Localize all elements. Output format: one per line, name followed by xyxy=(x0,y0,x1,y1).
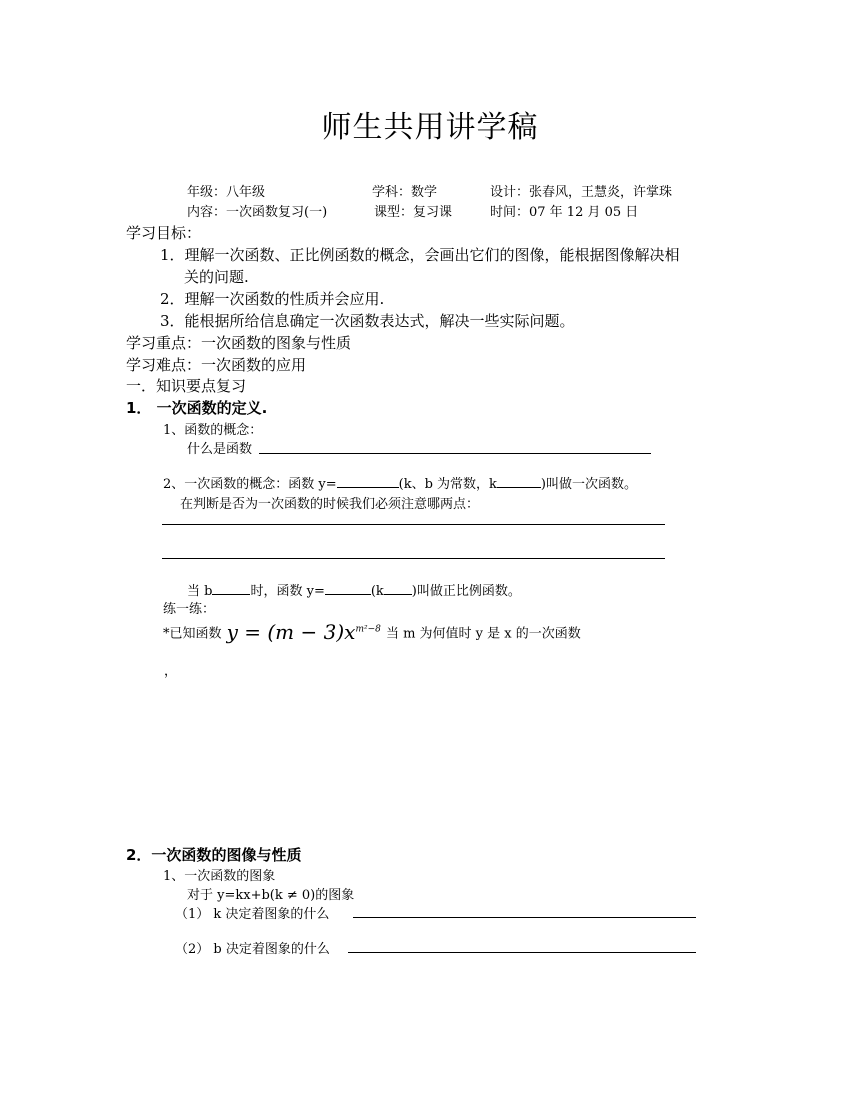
answer-line[interactable] xyxy=(259,453,651,454)
goal-item-1-cont: 关的问题. xyxy=(184,268,249,286)
grade-label: 年级：八年级 xyxy=(187,185,266,200)
answer-line-2[interactable] xyxy=(162,558,665,559)
blank-y2[interactable] xyxy=(325,582,371,595)
goals-heading: 学习目标： xyxy=(126,224,202,242)
exercise-formula: $y = (m - 3)x^{m^2-8}$ xyxy=(226,620,381,644)
for-func: 对于 y=kx+b(k ≠ 0)的图象 xyxy=(187,888,355,903)
linear-concept: 2、一次函数的概念：函数 y= (k、b 为常数，k )叫做一次函数。 xyxy=(163,477,637,492)
difficulty: 学习难点：一次函数的应用 xyxy=(126,356,307,374)
blank-k2[interactable] xyxy=(384,582,412,595)
lesson-type-label: 课型：复习课 xyxy=(374,205,453,220)
blank-b[interactable] xyxy=(212,582,250,595)
what-is-func: 什么是函数 xyxy=(187,442,253,457)
subject-label: 学科：数学 xyxy=(372,185,438,200)
graph-title: 1、一次函数的图象 xyxy=(163,869,276,884)
judge-note: 在判断是否为一次函数的时候我们必须注意哪两点： xyxy=(180,497,480,512)
designer-label: 设计：张春风，王慧炎，许掌珠 xyxy=(490,185,673,200)
time-label: 时间：07 年 12 月 05 日 xyxy=(490,205,639,220)
goal-item-1: 1．理解一次函数、正比例函数的概念，会画出它们的图像，能根据图像解决相 xyxy=(160,246,680,264)
section1-heading: 一．知识要点复习 xyxy=(126,377,247,395)
part1-title: 1． 一次函数的定义. xyxy=(126,399,268,417)
page-title: 师生共用讲学稿 xyxy=(321,110,539,145)
answer-line-q2[interactable] xyxy=(348,952,696,953)
func-concept: 1、函数的概念： xyxy=(163,423,263,438)
answer-line-q1[interactable] xyxy=(353,917,696,918)
answer-line-1[interactable] xyxy=(162,524,665,525)
goal-item-3: 3．能根据所给信息确定一次函数表达式，解决一些实际问题。 xyxy=(160,312,575,330)
content-label: 内容：一次函数复习(一) xyxy=(187,205,328,220)
stray-comma: ， xyxy=(164,664,178,679)
practice-label: 练一练： xyxy=(163,602,216,617)
question-2: （2） b 决定着图象的什么 xyxy=(175,942,330,957)
question-1: （1） k 决定着图象的什么 xyxy=(175,907,330,922)
blank-k[interactable] xyxy=(497,475,541,488)
goal-item-2: 2．理解一次函数的性质并会应用. xyxy=(160,290,385,308)
key-point: 学习重点：一次函数的图象与性质 xyxy=(126,334,352,352)
blank-y[interactable] xyxy=(337,475,399,488)
section2-heading: 2．一次函数的图像与性质 xyxy=(126,846,302,864)
exercise: *已知函数 $y = (m - 3)x^{m^2-8}$ 当 m 为何值时 y 是 x 的一次函数 xyxy=(163,620,581,644)
proportional-def: 当 b 时，函数 y= (k )叫做正比例函数。 xyxy=(187,584,521,599)
